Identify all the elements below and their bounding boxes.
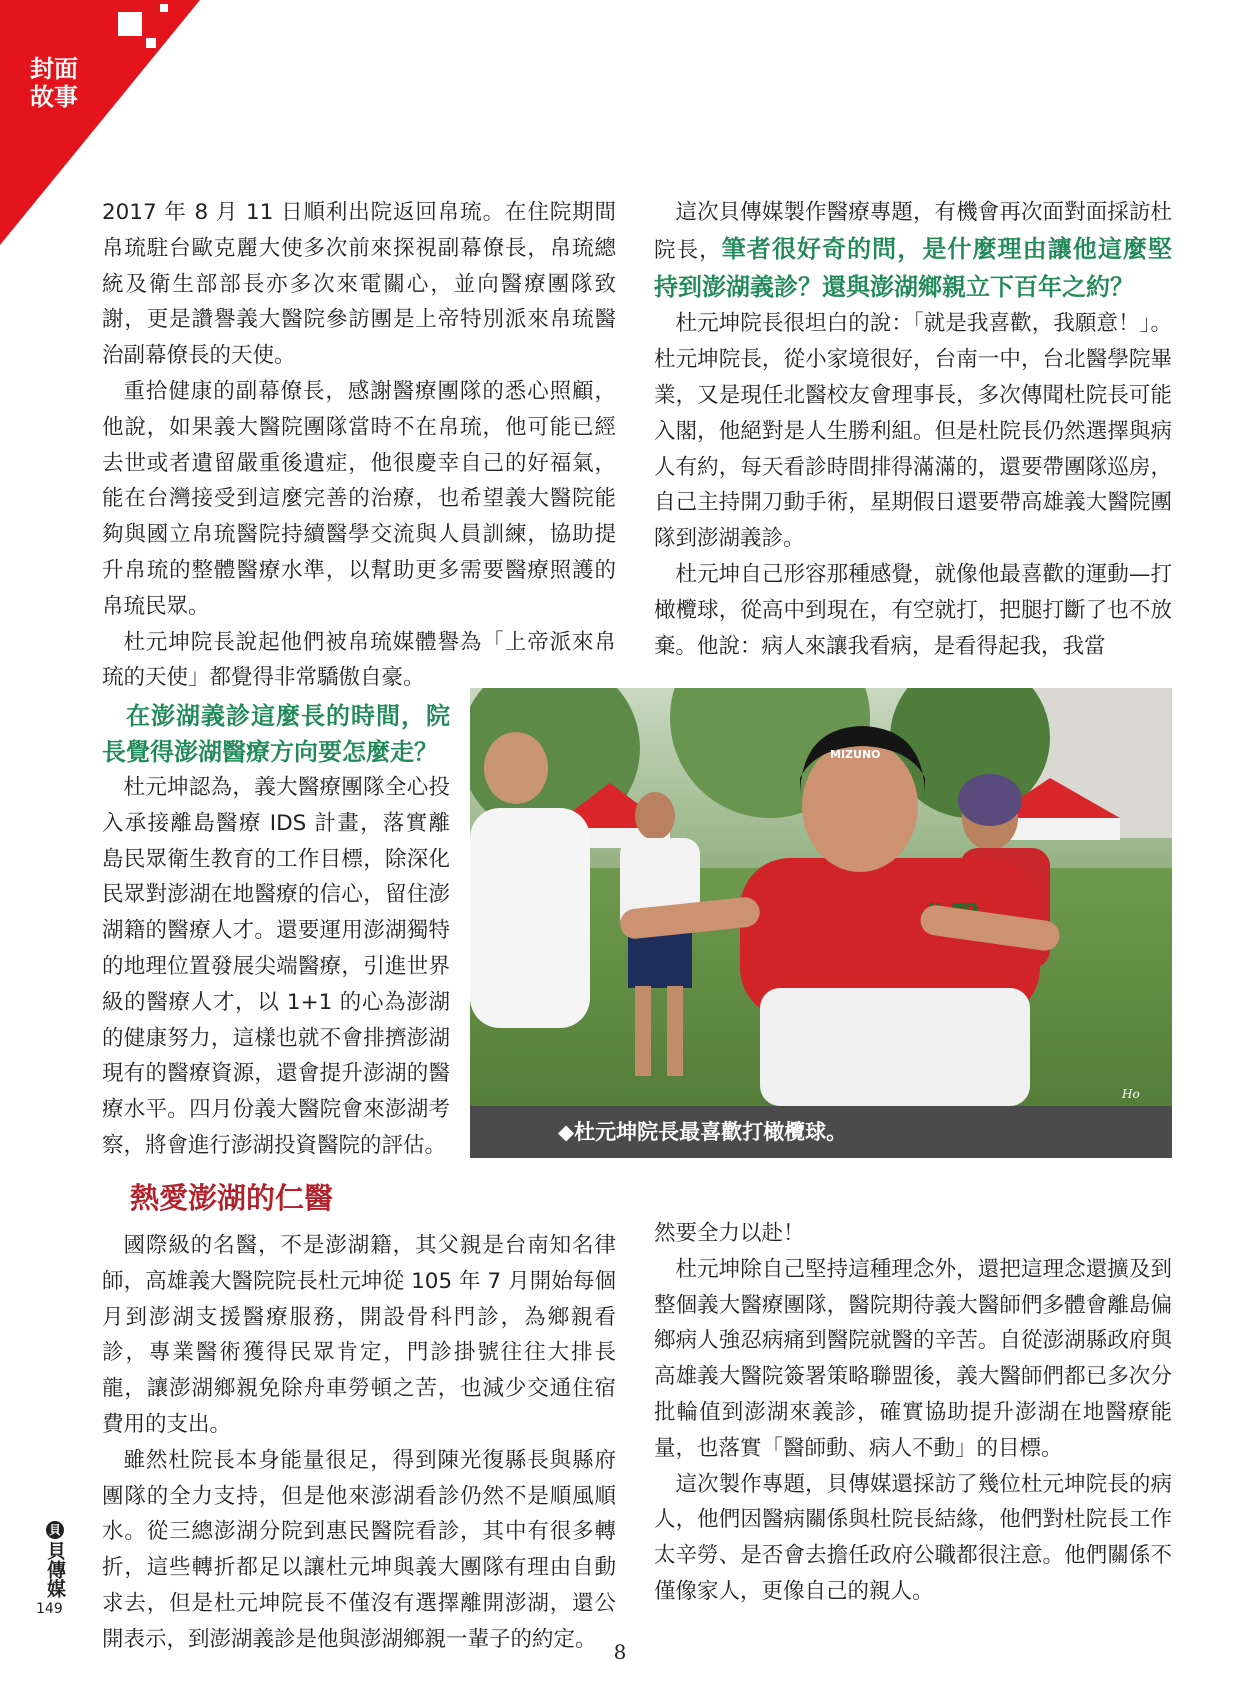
main-player-white-shirt (760, 988, 1030, 1106)
left-column-middle (102, 698, 450, 1164)
rugby-photo (470, 688, 1172, 1158)
player-leg (667, 986, 683, 1076)
left-column-top (102, 195, 616, 696)
left-column-bottom (102, 1228, 616, 1658)
small-page-number: 149 (36, 1601, 63, 1617)
helmet (958, 774, 1022, 826)
photo-caption: ◆杜元坤院長最喜歡打橄欖球。 (470, 1106, 1172, 1158)
photo-signature: Ho (1122, 1087, 1140, 1101)
paragraph: 杜元坤院長說起他們被帛琉媒體譽為「上帝派來帛琉的天使」都覺得非常驕傲自豪。 (102, 629, 616, 691)
white-square-tiny-icon (160, 4, 168, 12)
logo-mark-icon: 貝 (46, 1521, 64, 1539)
paragraph: 重拾健康的副幕僚長，感謝醫療團隊的悉心照顧，他說，如果義大醫院團隊當時不在帛琉，他可能已經去世或者遺留嚴重後遺症，他很慶幸自己的好福氣，能在台灣接受到這麼完善的治療，也希望義大醫院能夠與國立帛琉醫院持續醫學交流與人員訓練，協助提升帛琉的整體醫療水準，以幫助更多需要醫療照護的帛琉民眾。 (102, 378, 616, 619)
paragraph: 杜元坤除自己堅持這種理念外，還把這理念還擴及到整個義大醫療團隊，醫院期待義大醫師們多體會離島偏鄉病人強忍病痛到醫院就醫的辛苦。自從澎湖縣政府與高雄義大醫院簽署策略聯盟後，義大醫師們都已多次分批輪值到澎湖來義診，確實協助提升澎湖在地醫療能量，也落實「醫師動、病人不動」的目標。 (654, 1256, 1172, 1461)
highlighted-question: 筆者很好奇的問，是什麼理由讓他這麼堅持到澎湖義診？還與澎湖鄉親立下百年之約？ (654, 234, 1172, 301)
section-label (30, 55, 90, 111)
page-number: 8 (613, 1640, 627, 1664)
player-head (635, 792, 675, 840)
paragraph: 杜元坤認為，義大醫療團隊全心投入承接離島醫療 IDS 計畫，落實離島民眾衛生教育的工作目標，除深化民眾對澎湖在地醫療的信心，留住澎湖籍的醫療人才。還要運用澎湖獨特的地理位置發展尖端醫療，引進世界級的醫療人才，以 1+1 的心為澎湖的健康努力，這樣也就不會排擠澎湖現有的醫療資源，還會提升澎湖的醫療水平。四月份義大醫院會來澎湖考察，將會進行澎湖投資醫院的評估。 (102, 775, 450, 1158)
paragraph: 杜元坤自己形容那種感覺，就像他最喜歡的運動—打橄欖球，從高中到現在，有空就打，把腿打斷了也不放棄。他說：病人來讓我看病，是看得起我，我當 (654, 561, 1172, 659)
magazine-name: 貝傳媒 (44, 1541, 66, 1598)
paragraph-lead: 這次貝傳媒製作醫療專題，有機會再次面對面採訪杜院長， (654, 200, 1172, 263)
helmet-brand: MIZUNO (830, 748, 881, 761)
section-label-line1: 封面 (30, 55, 78, 83)
right-column-bottom (654, 1216, 1172, 1610)
question-heading: 在澎湖義診這麼長的時間，院長覺得澎湖醫療方向要怎麼走？ (102, 702, 450, 766)
paragraph: 然要全力以赴！ (654, 1221, 805, 1246)
section-label-line2: 故事 (30, 83, 78, 111)
rugby-photo-illustration (470, 688, 1172, 1106)
paragraph (654, 195, 1172, 306)
player-leg (635, 986, 651, 1076)
paragraph: 2017 年 8 月 11 日順利出院返回帛琉。在住院期間帛琉駐台歐克麗大使多次前來探視副幕僚長，帛琉總統及衛生部部長亦多次來電關心，並向醫療團隊致謝，更是讚譽義大醫院參訪團是上帝特別派來帛琉醫治副幕僚長的天使。 (102, 200, 616, 369)
paragraph: 這次製作專題，貝傳媒還採訪了幾位杜元坤院長的病人，他們因醫病關係與杜院長結緣，他們對杜院長工作太辛勞、是否會去擔任政府公職都很注意。他們關係不僅像家人，更像自己的親人。 (654, 1471, 1172, 1604)
right-column-top (654, 195, 1172, 664)
player-head (484, 732, 548, 804)
section-subheading: 熱愛澎湖的仁醫 (130, 1181, 334, 1215)
paragraph: 杜元坤院長很坦白的說：「就是我喜歡，我願意！」。杜元坤院長，從小家境很好，台南一中，台北醫學院畢業，又是現任北醫校友會理事長，多次傳聞杜院長可能入閣，他絕對是人生勝利組。但是杜院長仍然選擇與病人有約，每天看診時間排得滿滿的，還要帶團隊巡房，自己主持開刀動手術，星期假日還要帶高雄義大醫院團隊到澎湖義診。 (654, 311, 1172, 552)
magazine-logo (42, 1517, 68, 1598)
white-square-icon (118, 12, 142, 36)
paragraph: 雖然杜院長本身能量很足，得到陳光復縣長與縣府團隊的全力支持，但是他來澎湖看診仍然不是順風順水。從三總澎湖分院到惠民醫院看診，其中有很多轉折，這些轉折都足以讓杜元坤與義大團隊有理由自動求去，但是杜元坤院長不僅沒有選擇離開澎湖，還公開表示，到澎湖義診是他與澎湖鄉親一輩子的約定。 (102, 1447, 616, 1652)
white-square-small-icon (146, 38, 156, 48)
paragraph: 國際級的名醫，不是澎湖籍，其父親是台南知名律師，高雄義大醫院院長杜元坤從 105 年 7 月開始每個月到澎湖支援醫療服務，開設骨科門診，為鄉親看診，專業醫術獲得民眾肯定，門診掛號往往大排長龍，讓澎湖鄉親免除舟車勞頓之苦，也減少交通住宿費用的支出。 (102, 1233, 616, 1437)
player-white-shirt (470, 808, 590, 1028)
